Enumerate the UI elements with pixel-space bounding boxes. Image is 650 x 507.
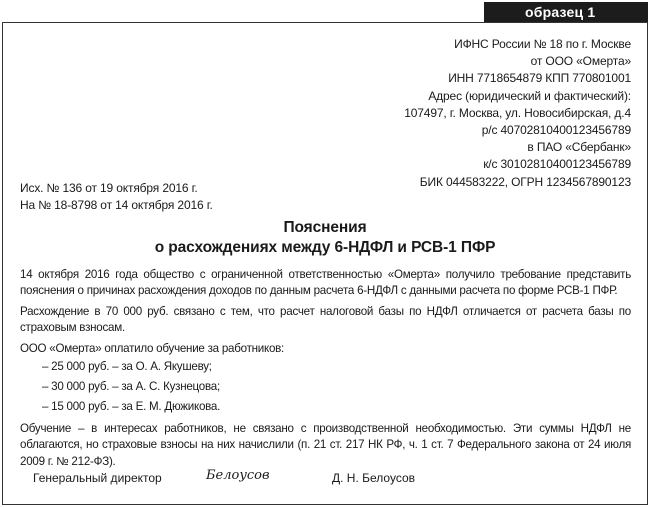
list-item: – 15 000 руб. – за Е. М. Дюжикова.	[42, 400, 221, 414]
recipient-line: БИК 044583222, ОГРН 1234567890123	[419, 174, 631, 189]
recipient-line: от ООО «Омерта»	[530, 54, 631, 69]
document-title: Пояснения	[283, 219, 367, 236]
reply-reference: На № 18-8798 от 14 октября 2016 г.	[20, 197, 213, 212]
recipient-line: ИНН 7718654879 КПП 770801001	[448, 71, 631, 86]
recipient-block	[404, 36, 631, 191]
recipient-line: 107497, г. Москва, ул. Новосибирская, д.4	[404, 105, 631, 120]
body-paragraph: 14 октября 2016 года общество с ограниченной ответственностью «Омерта» получило требование представить пояснения о причинах расхождения доходов по данным расчета 6-НДФЛ с данными расчета по форме РСВ-1 ПФР.	[20, 268, 631, 298]
body-paragraph: ООО «Омерта» оплатило обучение за работников:	[20, 341, 285, 355]
reference-block	[20, 180, 213, 213]
recipient-line: к/с 30102810400123456789	[483, 157, 631, 172]
recipient-line: ИФНС России № 18 по г. Москве	[454, 37, 631, 51]
document-body	[20, 267, 631, 474]
body-paragraph: Обучение – в интересах работников, не связано с производственной необходимостью. Эти суммы НДФЛ не облагаются, но страховые взносы на них начислили (п. 21 ст. 217 НК РФ, ч. 1 ст. 7 Федерального закона от 24 июля 2009 г. № 212-ФЗ).	[20, 422, 631, 468]
outgoing-number: Исх. № 136 от 19 октября 2016 г.	[20, 181, 198, 195]
payment-list	[20, 357, 631, 417]
list-item: – 30 000 руб. – за А. С. Кузнецова;	[42, 380, 220, 394]
sample-badge: образец 1	[484, 2, 648, 23]
signatory-name: Д. Н. Белоусов	[332, 471, 416, 485]
signatory-position: Генеральный директор	[33, 471, 162, 485]
recipient-line: Адрес (юридический и фактический):	[428, 88, 631, 103]
body-paragraph: Расхождение в 70 000 руб. связано с тем, что расчет налоговой базы по НДФЛ отличается от расчета базы по страховым взносам.	[20, 304, 631, 335]
document-subtitle: о расхождениях между 6-НДФЛ и РСВ-1 ПФР	[154, 239, 496, 256]
recipient-line: в ПАО «Сбербанк»	[527, 140, 631, 155]
handwritten-signature: Белоусов	[206, 468, 270, 483]
list-item: – 25 000 руб. – за О. А. Якушеву;	[42, 360, 212, 374]
recipient-line: р/с 40702810400123456789	[481, 123, 631, 138]
